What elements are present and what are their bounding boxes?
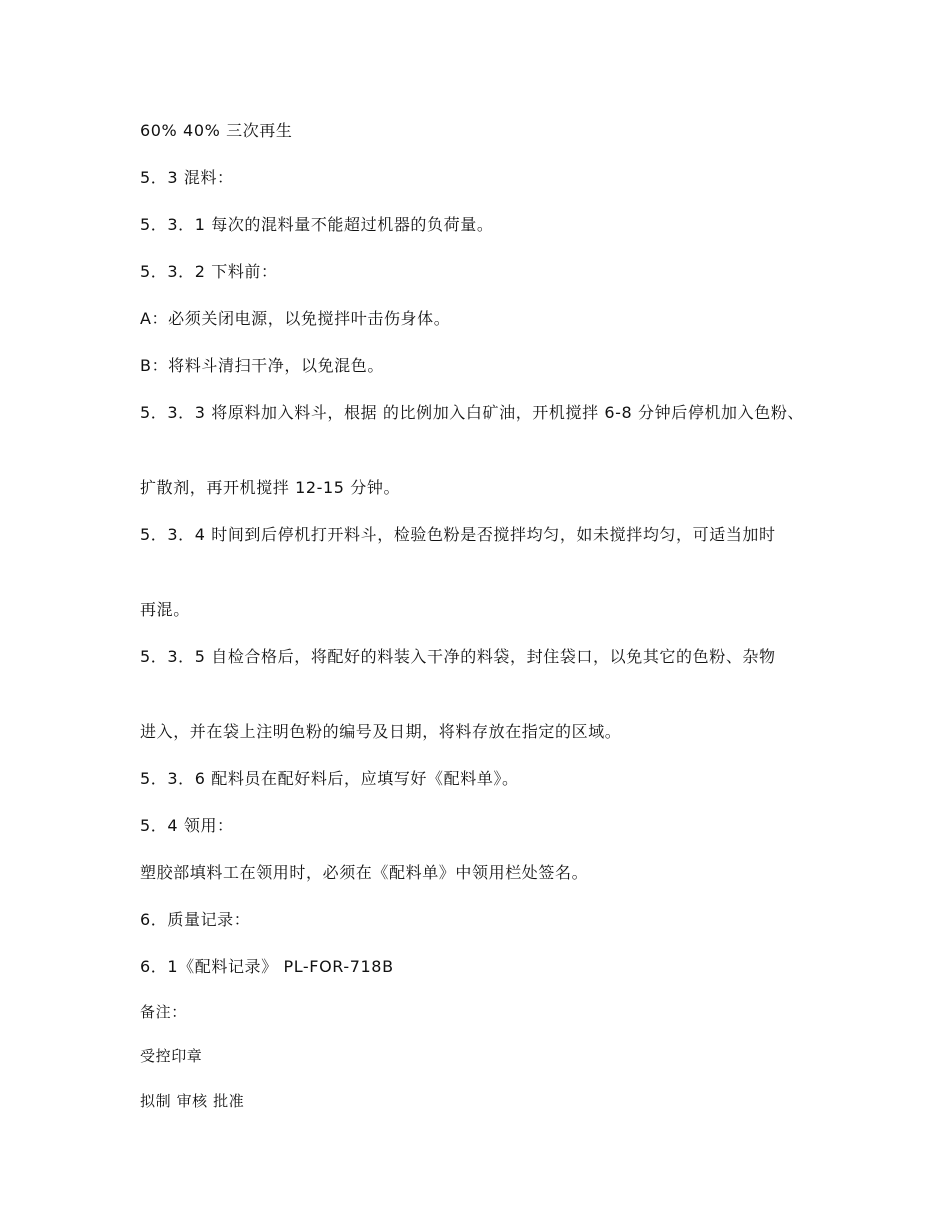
text-line-recycle-ratio: 60% 40% 三次再生: [140, 121, 293, 140]
text-line-usage-rule: 塑胶部填料工在领用时，必须在《配料单》中领用栏处签名。: [140, 863, 589, 882]
text-line-controlled-stamp: 受控印章: [140, 1047, 203, 1065]
text-line-5-3-3-continued: 扩散剂，再开机搅拌 12-15 分钟。: [140, 478, 401, 497]
text-line-5-3-3: 5．3．3 将原料加入料斗，根据 的比例加入白矿油，开机搅拌 6-8 分钟后停机加入色粉、: [140, 403, 805, 422]
text-line-remarks: 备注：: [140, 1003, 187, 1021]
text-line-5-3-2: 5．3．2 下料前：: [140, 262, 278, 281]
text-line-5-3-5: 5．3．5 自检合格后，将配好的料装入干净的料袋，封住袋口，以免其它的色粉、杂物: [140, 647, 776, 666]
text-line-signoff: 拟制 审核 批准: [140, 1092, 245, 1110]
section-heading-mixing: 5．3 混料：: [140, 168, 234, 187]
text-line-item-a: A：必须关闭电源，以免搅拌叶击伤身体。: [140, 309, 451, 328]
text-line-5-3-5-continued: 进入，并在袋上注明色粉的编号及日期，将料存放在指定的区域。: [140, 722, 622, 741]
text-line-5-3-4-continued: 再混。: [140, 600, 190, 619]
section-heading-usage: 5．4 领用：: [140, 816, 234, 835]
section-heading-quality-records: 6．质量记录：: [140, 910, 251, 929]
text-line-5-3-4: 5．3．4 时间到后停机打开料斗，检验色粉是否搅拌均匀，如未搅拌均匀，可适当加时: [140, 525, 776, 544]
text-line-item-b: B：将料斗清扫干净，以免混色。: [140, 356, 384, 375]
text-line-5-3-1: 5．3．1 每次的混料量不能超过机器的负荷量。: [140, 215, 494, 234]
text-line-6-1-record: 6．1《配料记录》 PL-FOR-718B: [140, 957, 394, 976]
text-line-5-3-6: 5．3．6 配料员在配好料后，应填写好《配料单》。: [140, 769, 519, 788]
